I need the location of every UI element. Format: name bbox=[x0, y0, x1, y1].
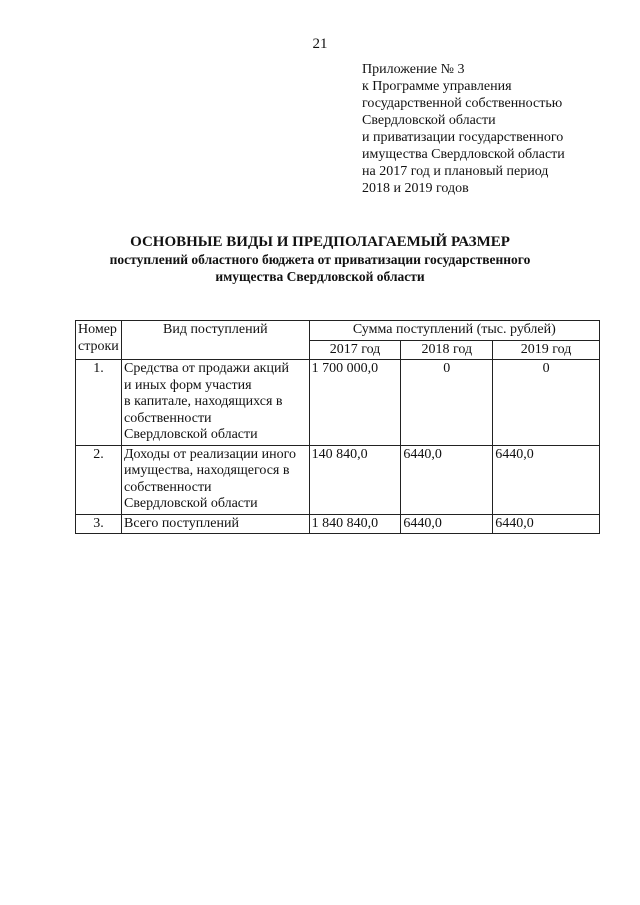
amount-2019: 6440,0 bbox=[493, 445, 600, 514]
appendix-line: Свердловской области bbox=[362, 113, 496, 128]
amount-2018: 0 bbox=[401, 360, 493, 446]
header-year-2019: 2019 год bbox=[493, 340, 600, 360]
row-type-line: Свердловской области bbox=[123, 496, 258, 511]
revenue-table bbox=[75, 320, 600, 534]
amount-2017: 140 840,0 bbox=[309, 445, 401, 514]
appendix-line: 2018 и 2019 годов bbox=[362, 181, 469, 196]
appendix-line: и приватизации государственного bbox=[362, 130, 564, 145]
appendix-line: к Программе управления bbox=[362, 79, 512, 94]
amount-2018: 6440,0 bbox=[401, 445, 493, 514]
table-row bbox=[76, 445, 600, 514]
table-row bbox=[76, 514, 600, 534]
amount-2017: 1 840 840,0 bbox=[309, 514, 401, 534]
header-year-2018: 2018 год bbox=[401, 340, 493, 360]
row-type-line: имущества, находящегося в bbox=[123, 463, 290, 478]
row-number: 1. bbox=[76, 360, 122, 446]
amount-2019: 6440,0 bbox=[493, 514, 600, 534]
table-row bbox=[76, 360, 600, 446]
appendix-line: на 2017 год и плановый период bbox=[362, 164, 549, 179]
appendix-line: имущества Свердловской области bbox=[362, 147, 565, 162]
row-type-line: и иных форм участия bbox=[123, 377, 252, 393]
row-number: 2. bbox=[76, 445, 122, 514]
appendix-note bbox=[362, 61, 632, 197]
amount-2019: 0 bbox=[493, 360, 600, 446]
appendix-line: государственной собственностью bbox=[362, 96, 563, 111]
table-header-row bbox=[76, 321, 600, 341]
page-number: 21 bbox=[312, 36, 328, 52]
amount-2018: 6440,0 bbox=[401, 514, 493, 534]
row-type-line: собственности bbox=[123, 479, 212, 495]
row-type-line: собственности bbox=[123, 410, 212, 426]
header-row-number-line: строки bbox=[78, 338, 119, 354]
amount-2017: 1 700 000,0 bbox=[309, 360, 401, 446]
header-row-number-line: Номер bbox=[78, 322, 117, 337]
row-type-line: Средства от продажи акций bbox=[123, 361, 289, 376]
row-type-line: в капитале, находящихся в bbox=[123, 394, 283, 409]
title-main: ОСНОВНЫЕ ВИДЫ И ПРЕДПОЛАГАЕМЫЙ РАЗМЕР bbox=[130, 234, 510, 250]
row-number: 3. bbox=[76, 514, 122, 534]
header-type: Вид поступлений bbox=[121, 321, 309, 360]
title-sub-line: имущества Свердловской области bbox=[215, 269, 425, 284]
document-title bbox=[40, 233, 600, 285]
row-type-line: Всего поступлений bbox=[123, 515, 239, 531]
header-sum: Сумма поступлений (тыс. рублей) bbox=[309, 321, 599, 341]
row-type bbox=[121, 360, 309, 446]
row-type-line: Свердловской области bbox=[123, 427, 258, 442]
row-type bbox=[121, 514, 309, 534]
appendix-line: Приложение № 3 bbox=[362, 62, 465, 77]
row-type bbox=[121, 445, 309, 514]
title-sub-line: поступлений областного бюджета от приватизации государственного bbox=[109, 252, 531, 267]
header-row-number bbox=[76, 321, 122, 360]
header-year-2017: 2017 год bbox=[309, 340, 401, 360]
row-type-line: Доходы от реализации иного bbox=[123, 446, 297, 462]
